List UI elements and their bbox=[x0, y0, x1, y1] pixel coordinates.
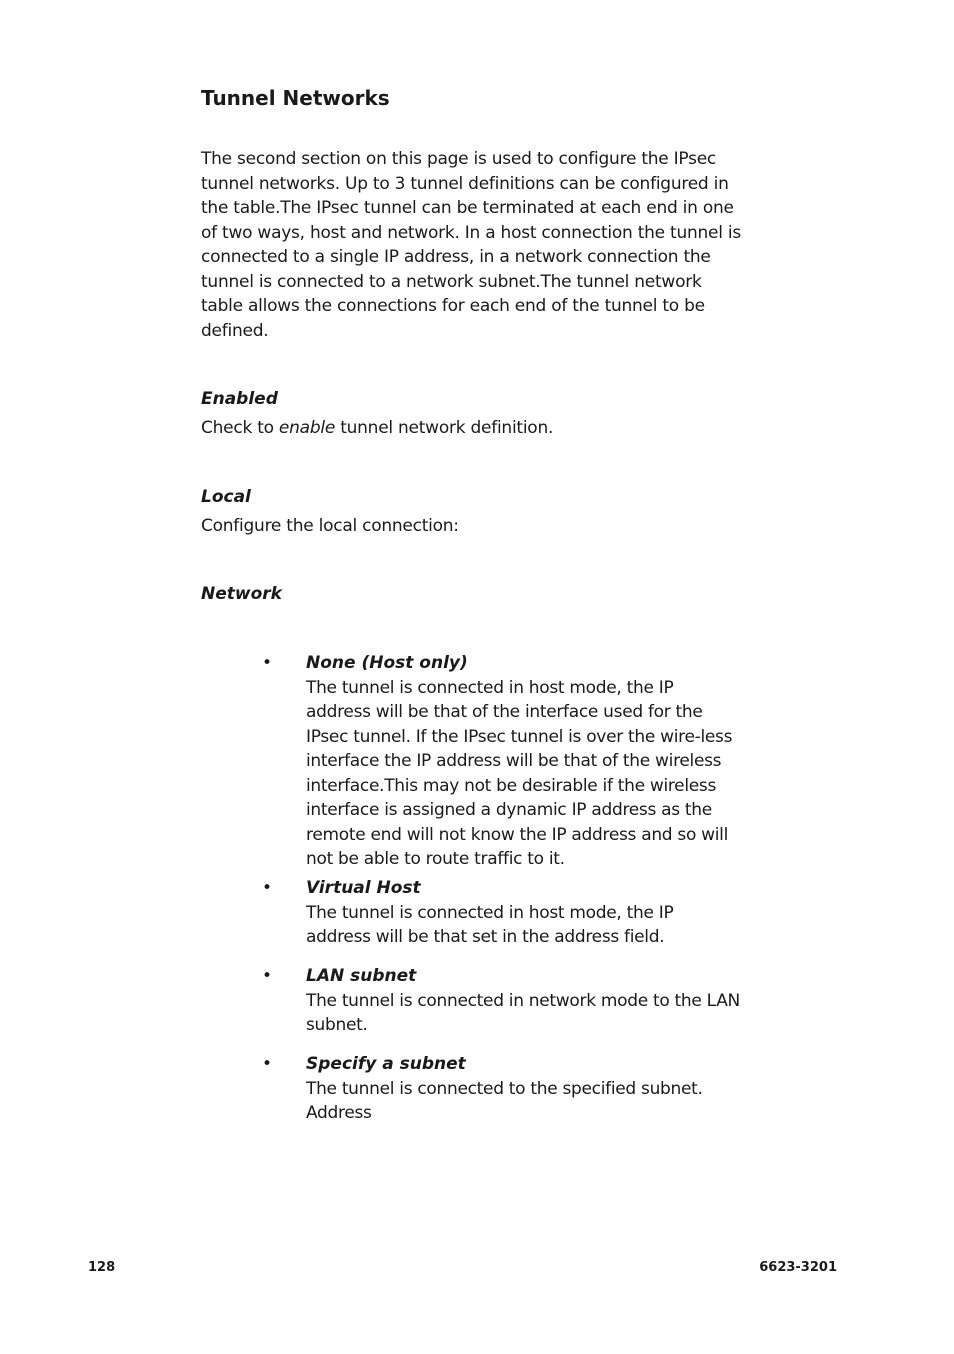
enabled-text-before: Check to bbox=[201, 418, 279, 438]
bullet-description: The tunnel is connected in host mode, the IP address will be that of the interface used for the IPsec tunnel. If the IPsec tunnel is over the wire-less interface the IP address will be that of the wireless interface.This may not be desirable if the wireless interface is assigned a dynamic IP address as the remote end will not know the IP address and so will not be able to route traffic to it. bbox=[306, 677, 733, 869]
page-number: 128 bbox=[88, 1260, 116, 1275]
enabled-text-after: tunnel network definition. bbox=[335, 418, 554, 438]
bullet-description: The tunnel is connected in host mode, the IP address will be that set in the address field. bbox=[306, 902, 674, 947]
bullet-icon: • bbox=[262, 1054, 273, 1074]
bullet-content bbox=[306, 876, 740, 950]
section-title: Tunnel Networks bbox=[201, 86, 390, 110]
document-number: 6623-3201 bbox=[759, 1260, 837, 1275]
bullet-content bbox=[306, 1052, 740, 1126]
bullet-title: Virtual Host bbox=[306, 878, 421, 898]
network-heading: Network bbox=[201, 584, 282, 604]
local-description: Configure the local connection: bbox=[201, 516, 459, 536]
bullet-title: Specify a subnet bbox=[306, 1054, 466, 1074]
local-heading: Local bbox=[201, 487, 251, 507]
bullet-description: The tunnel is connected in network mode to the LAN subnet. bbox=[306, 990, 740, 1035]
bullet-title: None (Host only) bbox=[306, 653, 468, 673]
bullet-description: The tunnel is connected to the specified subnet. Address bbox=[306, 1078, 703, 1123]
enabled-description bbox=[201, 416, 553, 441]
bullet-content bbox=[306, 964, 740, 1038]
bullet-content bbox=[306, 651, 740, 872]
bullet-icon: • bbox=[262, 878, 273, 898]
enabled-text-emphasis: enable bbox=[278, 418, 336, 438]
bullet-icon: • bbox=[262, 966, 273, 986]
enabled-heading: Enabled bbox=[201, 389, 278, 409]
bullet-title: LAN subnet bbox=[306, 966, 417, 986]
intro-paragraph: The second section on this page is used to configure the IPsec tunnel networks. Up to 3 tunnel definitions can be configured in the table.The IPsec tunnel can be terminated at each end in one of two ways, host and network. In a host connection the tunnel is connected to a single IP address, in a network connection the tunnel is connected to a network subnet.The tunnel network table allows the connections for each end of the tunnel to be defined. bbox=[201, 149, 741, 341]
bullet-icon: • bbox=[262, 653, 273, 673]
